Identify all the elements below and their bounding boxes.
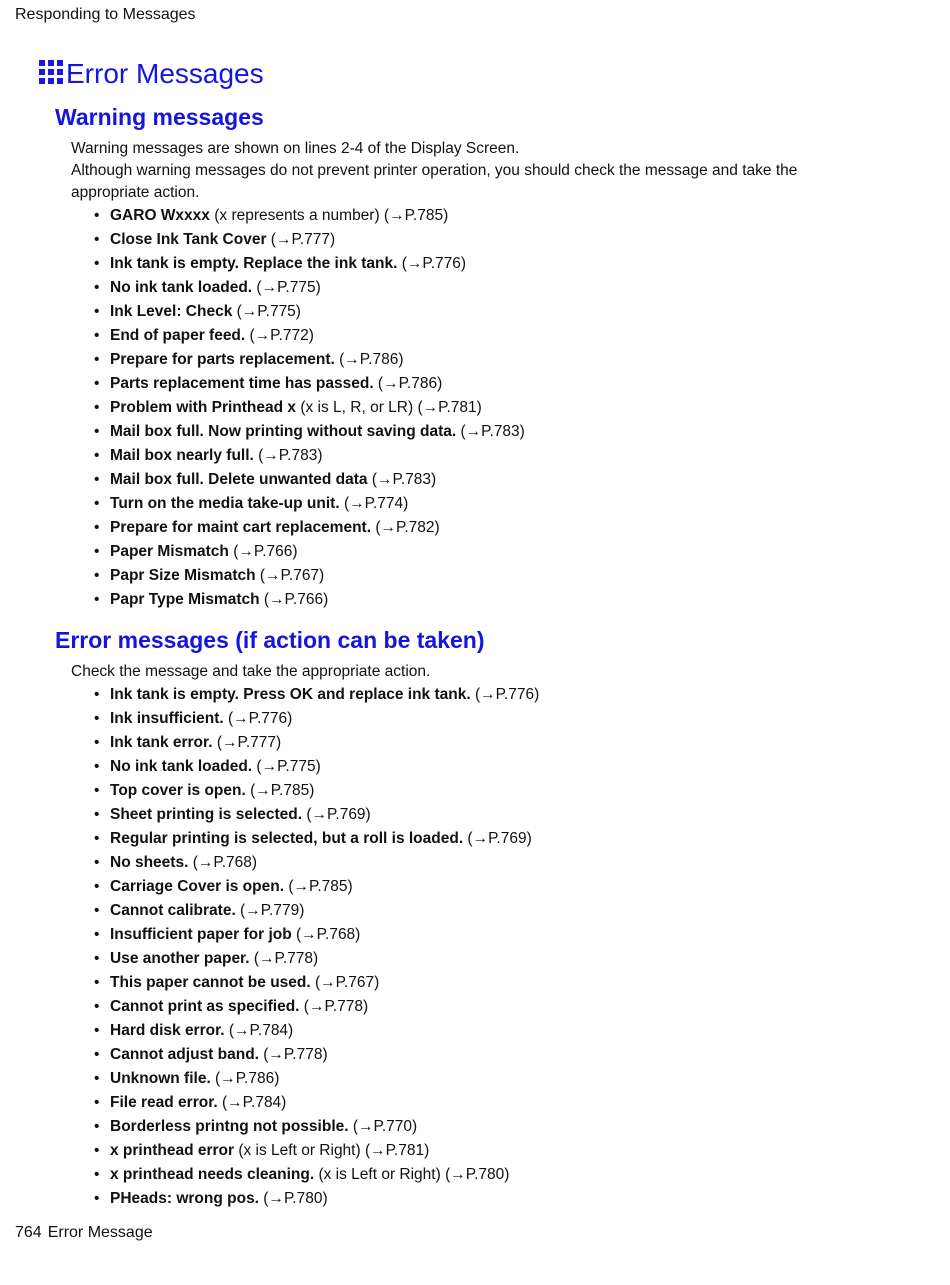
message-name: x printhead needs cleaning. [110,1166,315,1183]
page-reference: (→P.784) [217,1094,287,1111]
list-item [94,276,525,300]
message-name: Hard disk error. [110,1022,225,1039]
error-intro: Check the message and take the appropriate action. [71,663,431,680]
message-name: Mail box nearly full. [110,447,254,464]
list-item [94,564,525,588]
list-item [94,1187,539,1211]
message-name: Ink insufficient. [110,710,224,727]
message-name: PHeads: wrong pos. [110,1190,259,1207]
warning-intro-2: Although warning messages do not prevent printer operation, you should check the message and take the appropriate action. [71,162,798,201]
list-item [94,1091,539,1115]
message-name: x printhead error [110,1142,235,1159]
message-name: Papr Size Mismatch [110,567,256,584]
page-reference: (→P.769) [463,830,532,847]
message-name: Ink tank is empty. Replace the ink tank. [110,255,398,272]
message-name: Borderless printng not possible. [110,1118,349,1135]
message-name: Cannot adjust band. [110,1046,259,1063]
page-title: Error Messages [66,58,264,89]
page-reference: (→P.783) [367,471,437,488]
list-item [94,899,539,923]
message-name: Ink Level: Check [110,303,233,320]
list-item [94,1115,539,1139]
page-reference: (→P.778) [299,998,369,1015]
message-name: Close Ink Tank Cover [110,231,267,248]
page-reference: (→P.786) [210,1070,280,1087]
list-item [94,707,539,731]
message-name: GARO Wxxxx [110,207,210,224]
error-message-list [94,683,539,1211]
list-item [94,420,525,444]
page-reference: (→P.786) [373,375,443,392]
list-item [94,372,525,396]
list-item [94,1043,539,1067]
page-number: 764 [15,1224,42,1241]
list-item [94,396,525,420]
page-reference: (→P.776) [470,686,540,703]
list-item [94,252,525,276]
message-name: Problem with Printhead x [110,399,297,416]
warning-intro-1: Warning messages are shown on lines 2-4 of the Display Screen. [71,140,520,157]
page-reference: (→P.766) [259,591,329,608]
page-reference: (→P.783) [456,423,525,440]
page-title-row [39,56,264,92]
message-name: Regular printing is selected, but a roll is loaded. [110,830,464,847]
message-name: Paper Mismatch [110,543,229,560]
page-reference: (x is Left or Right) (→P.780) [314,1166,510,1183]
list-item [94,468,525,492]
page-reference: (→P.785) [284,878,353,895]
message-name: Prepare for parts replacement. [110,351,335,368]
page-reference: (→P.774) [339,495,409,512]
page-reference: (→P.772) [245,327,314,344]
page-reference: (→P.768) [188,854,258,871]
message-name: No sheets. [110,854,189,871]
message-name: Insufficient paper for job [110,926,292,943]
page-reference: (→P.780) [259,1190,328,1207]
running-footer [15,1224,153,1242]
list-item [94,492,525,516]
list-item [94,827,539,851]
page-reference: (→P.775) [232,303,301,320]
message-name: Parts replacement time has passed. [110,375,374,392]
list-item [94,947,539,971]
error-messages-heading: Error messages (if action can be taken) [55,627,485,653]
page-reference: (→P.770) [348,1118,418,1135]
page-reference: (x is Left or Right) (→P.781) [234,1142,430,1159]
warning-messages-heading: Warning messages [55,104,264,130]
list-item [94,228,525,252]
page-reference: (→P.782) [371,519,440,536]
warning-message-list [94,204,525,612]
message-name: Unknown file. [110,1070,211,1087]
message-name: Mail box full. Delete unwanted data [110,471,368,488]
message-name: Mail box full. Now printing without saving data. [110,423,457,440]
message-name: Cannot print as specified. [110,998,300,1015]
page-reference: (→P.778) [249,950,319,967]
page-reference: (x represents a number) (→P.785) [209,207,449,224]
message-name: File read error. [110,1094,218,1111]
page-reference: (→P.777) [212,734,282,751]
message-name: No ink tank loaded. [110,758,253,775]
list-item [94,851,539,875]
page-reference: (→P.784) [224,1022,294,1039]
message-name: Ink tank is empty. Press OK and replace ink tank. [110,686,471,703]
page-reference: (→P.769) [302,806,371,823]
message-name: This paper cannot be used. [110,974,311,991]
page-reference: (→P.767) [310,974,380,991]
list-item [94,1067,539,1091]
list-item [94,755,539,779]
message-name: Ink tank error. [110,734,213,751]
page-reference: (→P.766) [228,543,298,560]
list-item [94,1139,539,1163]
message-name: Sheet printing is selected. [110,806,303,823]
list-item [94,971,539,995]
page-reference: (→P.775) [252,279,321,296]
list-item [94,348,525,372]
list-item [94,875,539,899]
message-name: Use another paper. [110,950,250,967]
page-reference: (→P.777) [266,231,336,248]
page-reference: (→P.778) [258,1046,328,1063]
message-name: Cannot calibrate. [110,902,236,919]
message-name: Prepare for maint cart replacement. [110,519,372,536]
list-item [94,588,525,612]
message-name: Papr Type Mismatch [110,591,260,608]
running-header: Responding to Messages [15,6,196,23]
page-reference: (→P.776) [223,710,293,727]
page-reference: (→P.768) [291,926,361,943]
list-item [94,923,539,947]
message-name: Carriage Cover is open. [110,878,285,895]
list-item [94,731,539,755]
list-item [94,540,525,564]
list-item [94,995,539,1019]
message-name: Turn on the media take-up unit. [110,495,340,512]
page-reference: (→P.785) [245,782,315,799]
page-reference: (→P.767) [255,567,325,584]
footer-section-title: Error Message [47,1224,153,1241]
message-name: End of paper feed. [110,327,246,344]
grid-icon [39,60,63,84]
list-item [94,300,525,324]
message-name: No ink tank loaded. [110,279,253,296]
list-item [94,1163,539,1187]
list-item [94,204,525,228]
list-item [94,1019,539,1043]
list-item [94,324,525,348]
page-reference: (→P.779) [235,902,305,919]
message-name: Top cover is open. [110,782,246,799]
page-reference: (x is L, R, or LR) (→P.781) [296,399,482,416]
list-item [94,803,539,827]
list-item [94,516,525,540]
page-reference: (→P.783) [253,447,323,464]
page-reference: (→P.776) [397,255,467,272]
list-item [94,683,539,707]
page-reference: (→P.786) [334,351,404,368]
list-item [94,779,539,803]
page-reference: (→P.775) [252,758,321,775]
list-item [94,444,525,468]
